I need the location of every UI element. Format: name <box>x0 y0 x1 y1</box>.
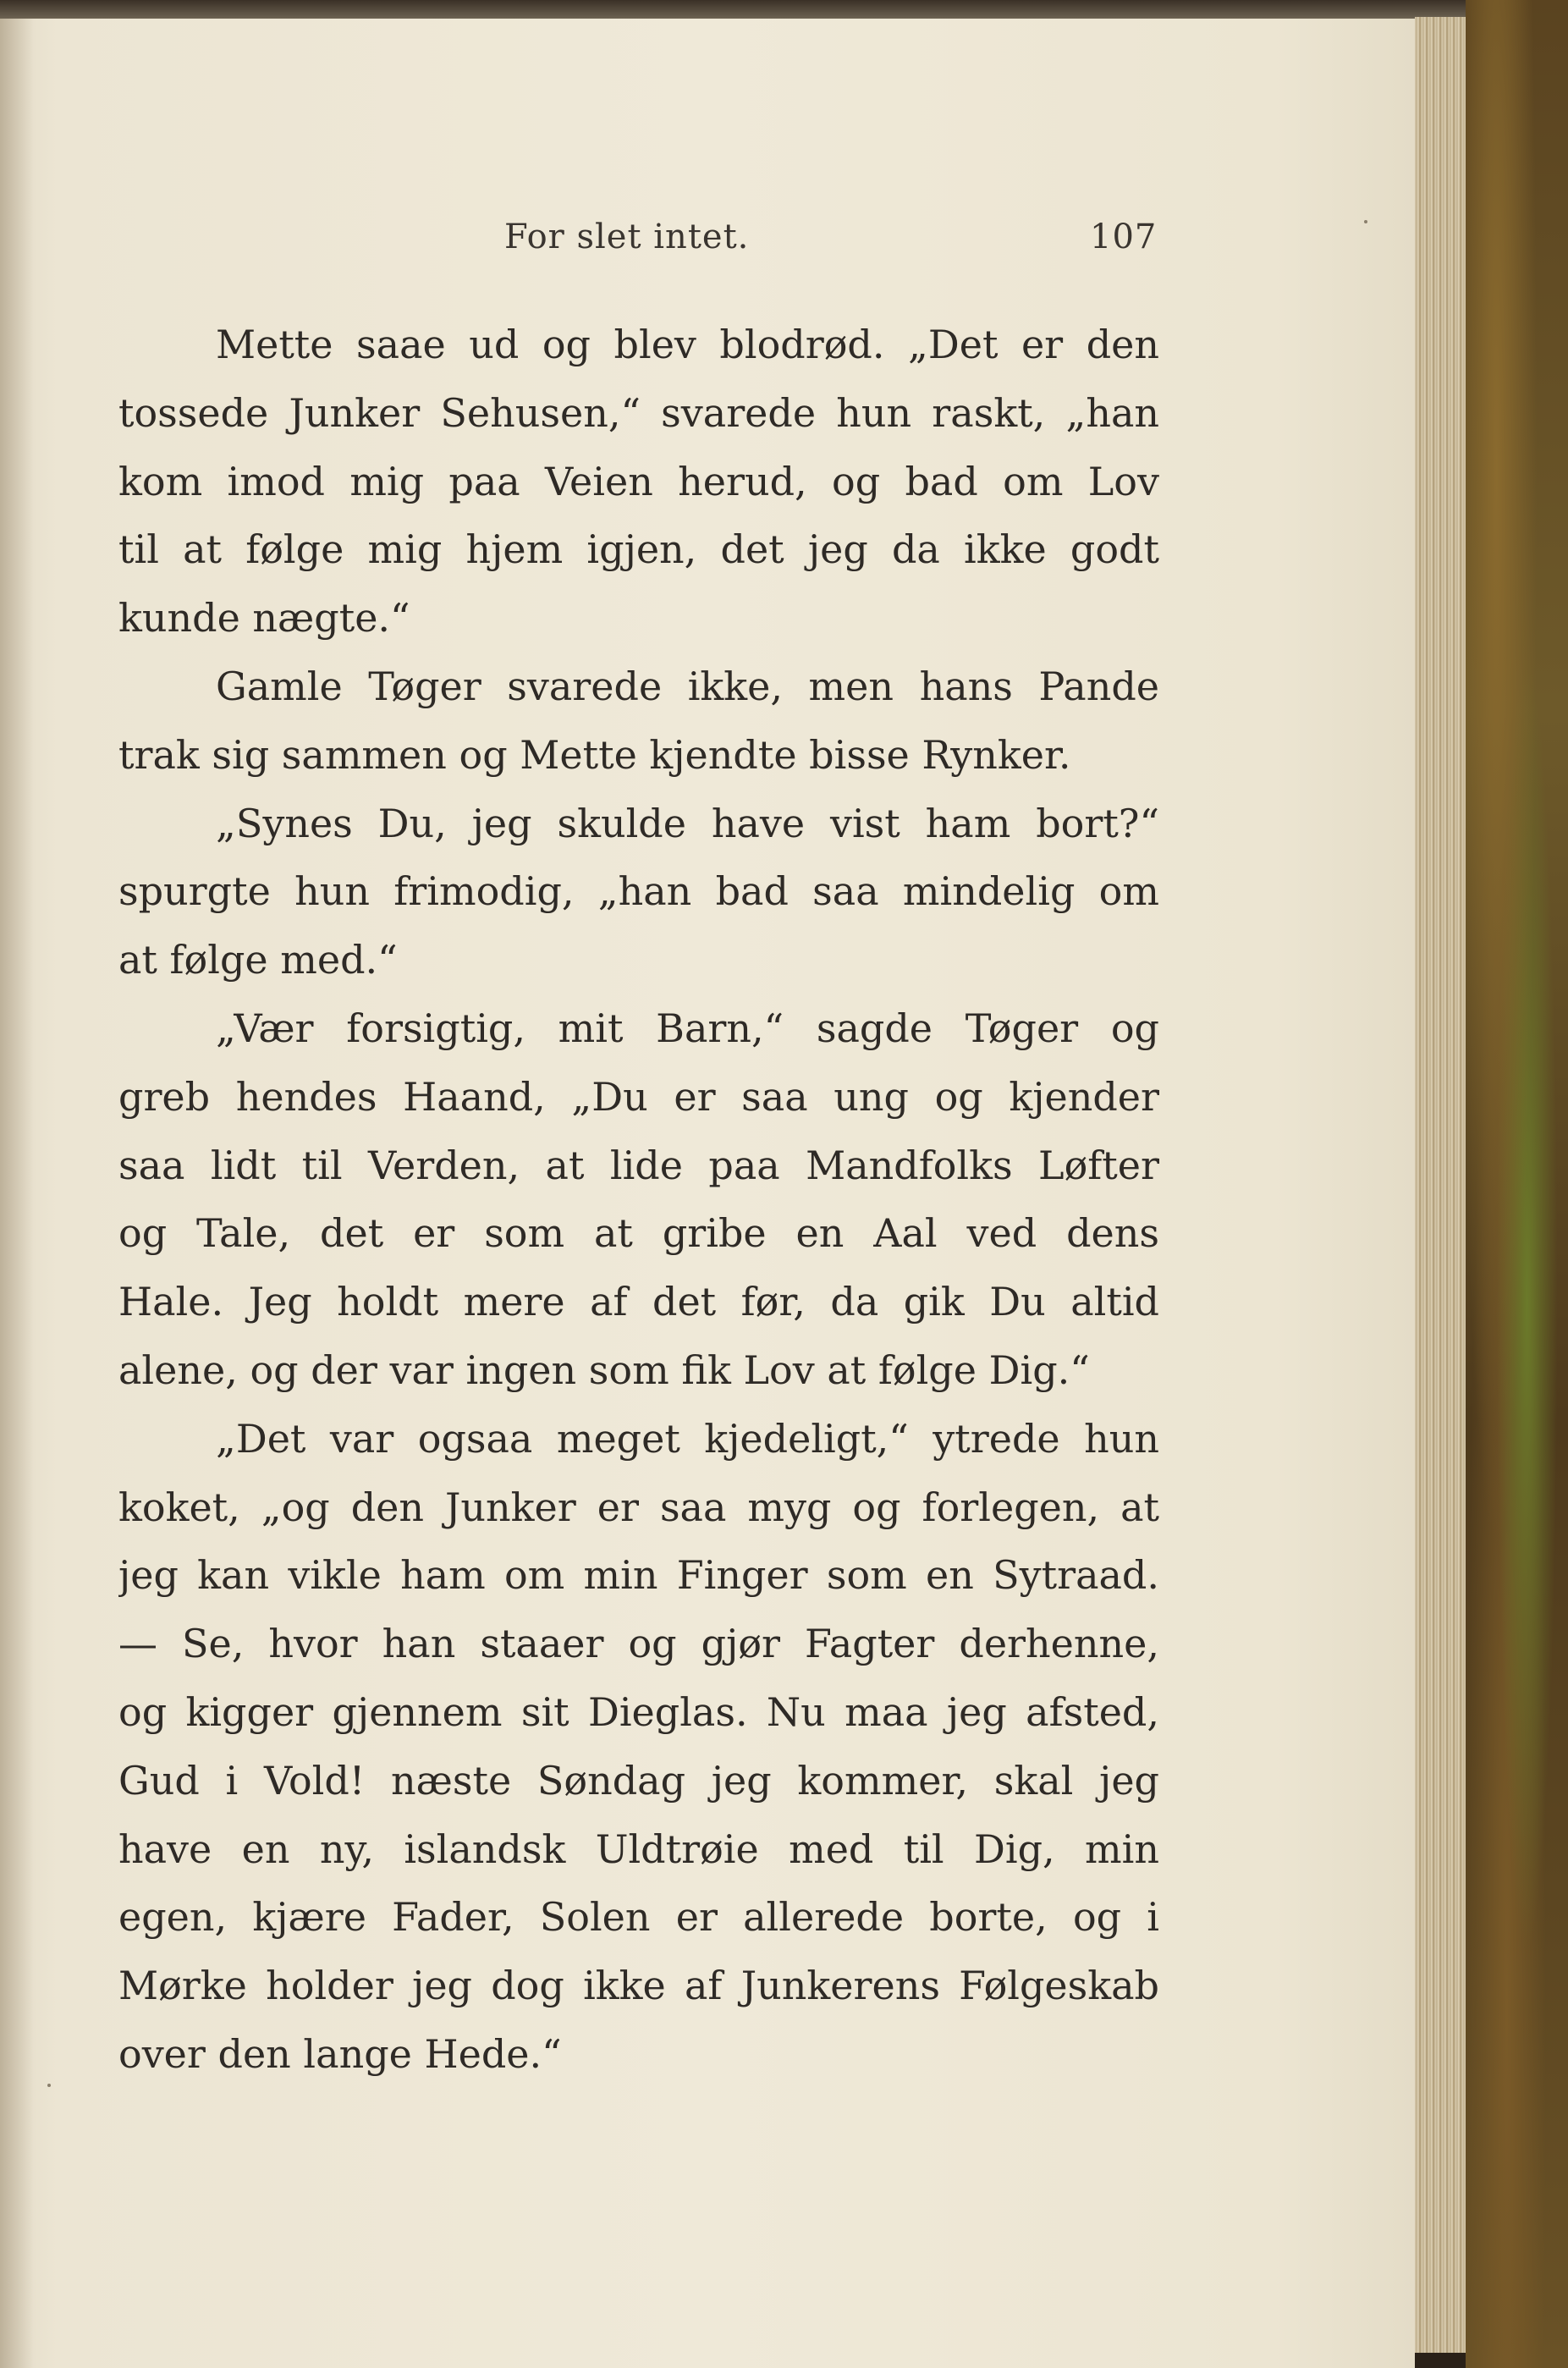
text-line: spurgte hun frimodig, „han bad saa mindelig om <box>118 868 1159 915</box>
book-page <box>0 19 1415 2368</box>
scan-top-edge <box>0 0 1568 19</box>
text-line: „Det var ogsaa meget kjedeligt,“ ytrede hun <box>216 1415 1159 1462</box>
running-title: For slet intet. <box>504 218 750 256</box>
text-line: koket, „og den Junker er saa myg og forlegen, at <box>118 1484 1159 1530</box>
paper-speck <box>47 2084 51 2087</box>
text-line: Hale. Jeg holdt mere af det før, da gik Du altid <box>118 1279 1159 1325</box>
text-line: og kigger gjennem sit Dieglas. Nu maa jeg afsted, <box>118 1688 1159 1735</box>
page-header <box>0 218 1415 268</box>
text-line: at følge med.“ <box>118 937 398 983</box>
text-line: alene, og der var ingen som fik Lov at følge Dig.“ <box>118 1346 1090 1393</box>
text-line: til at følge mig hjem igjen, det jeg da ikke godt <box>118 526 1159 573</box>
text-line: Mørke holder jeg dog ikke af Junkerens Følgeskab <box>118 1963 1159 2009</box>
text-line: og Tale, det er som at gribe en Aal ved dens <box>118 1210 1159 1257</box>
text-line: jeg kan vikle ham om min Finger som en Sytraad. <box>118 1552 1159 1599</box>
gutter-shadow <box>0 19 34 2368</box>
text-line: saa lidt til Verden, at lide paa Mandfolks Løfter <box>118 1142 1159 1188</box>
page-number: 107 <box>1090 218 1158 256</box>
paper-speck <box>1364 220 1367 223</box>
text-line: trak sig sammen og Mette kjendte bisse Rynker. <box>118 731 1071 778</box>
text-line: kunde nægte.“ <box>118 595 410 642</box>
text-line: „Synes Du, jeg skulde have vist ham bort?“ <box>216 800 1159 846</box>
marbled-cover-board <box>1466 0 1568 2368</box>
text-line: „Vær forsigtig, mit Barn,“ sagde Tøger og <box>216 1005 1159 1051</box>
text-line: Gud i Vold! næste Søndag jeg kommer, skal jeg <box>118 1757 1159 1804</box>
text-line: tossede Junker Sehusen,“ svarede hun raskt, „han <box>118 389 1159 436</box>
text-line: greb hendes Haand, „Du er saa ung og kjender <box>118 1073 1159 1120</box>
text-line: — Se, hvor han staaer og gjør Fagter derhenne, <box>118 1621 1159 1667</box>
body-text <box>118 311 1159 2089</box>
text-line: have en ny, islandsk Uldtrøie med til Dig, min <box>118 1826 1159 1872</box>
text-line: Mette saae ud og blev blodrød. „Det er den <box>216 322 1159 367</box>
text-line: egen, kjære Fader, Solen er allerede borte, og i <box>118 1894 1159 1941</box>
text-line: over den lange Hede.“ <box>118 2030 562 2077</box>
text-line: Gamle Tøger svarede ikke, men hans Pande <box>216 663 1159 709</box>
page-edges <box>1415 17 1466 2353</box>
text-line: kom imod mig paa Veien herud, og bad om Lov <box>118 458 1159 504</box>
